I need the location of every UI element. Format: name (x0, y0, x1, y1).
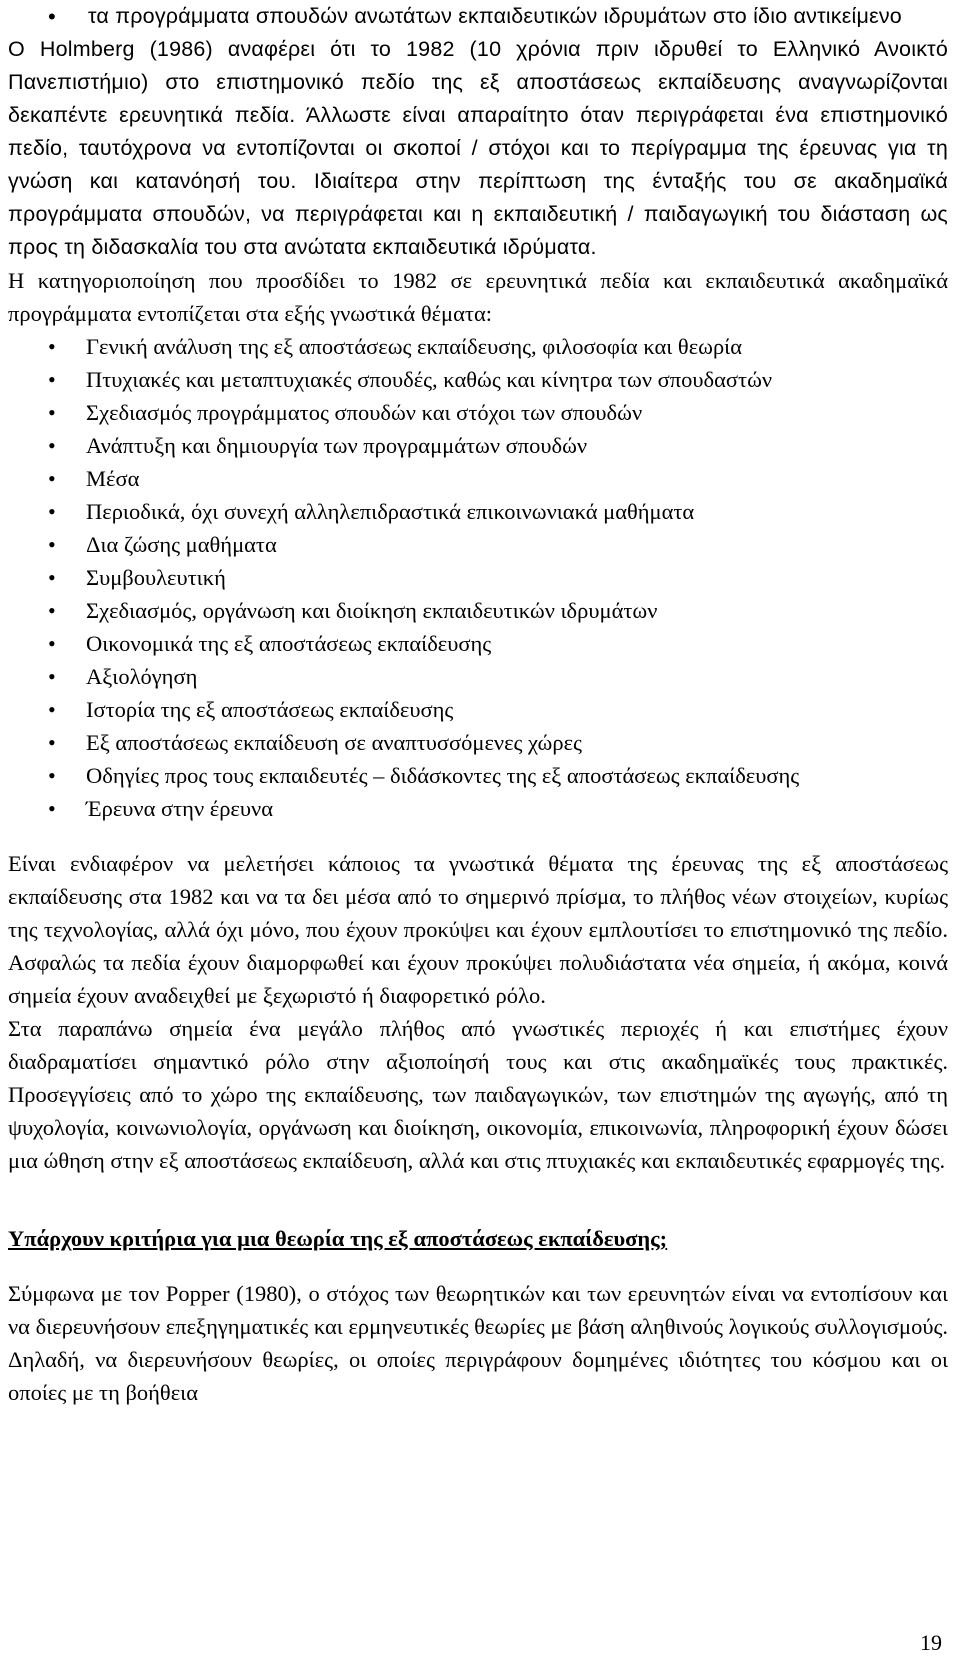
section-heading (8, 1222, 948, 1255)
list-item (8, 726, 948, 759)
list-item-text: Σχεδιασμός, οργάνωση και διοίκηση εκπαιδευτικών ιδρυμάτων (86, 598, 658, 623)
list-item (8, 561, 948, 594)
list-item-text: Συμβουλευτική (86, 565, 226, 590)
bullet-icon: • (48, 598, 56, 623)
bullet-icon: • (48, 631, 56, 656)
list-item (8, 594, 948, 627)
list-item-text: Οδηγίες προς τους εκπαιδευτές – διδάσκοντες της εξ αποστάσεως εκπαίδευσης (86, 763, 800, 788)
list-item-text: Πτυχιακές και μεταπτυχιακές σπουδές, καθώς και κίνητρα των σπουδαστών (86, 367, 773, 392)
document-page (8, 0, 948, 1409)
bullet-icon: • (48, 664, 56, 689)
intro-list (8, 0, 948, 33)
list-item (8, 462, 948, 495)
bullet-icon: • (48, 532, 56, 557)
list-item (8, 528, 948, 561)
paragraph-popper: Σύμφωνα με τον Popper (1980), ο στόχος των θεωρητικών και των ερευνητών είναι να εντοπίσουν και να διερευνήσουν επεξηγηματικές και ερμηνευτικές θεωρίες με βάση αληθινούς λογικούς συλλογισμούς. Δηλαδή, να διερευνήσουν θεωρίες, οι οποίες περιγράφουν δομημένες ιδιότητες του κόσμου και οι οποίες με τη βοήθεια (8, 1281, 948, 1405)
list-item (8, 693, 948, 726)
intro-list-item (8, 0, 948, 33)
paragraph-sciences: Στα παραπάνω σημεία ένα μεγάλο πλήθος από γνωστικές περιοχές ή και επιστήμες έχουν διαδραματίσει σημαντικό ρόλο στην αξιοποίησή τους και στις ακαδημαϊκές τους πρακτικές. Προσεγγίσεις από το χώρο της εκπαίδευσης, των παιδαγωγικών, των επιστημών της αγωγής, από τη ψυχολογία, κοινωνιολογία, οργάνωση και διοίκηση, οικονομία, επικοινωνία, πληροφορική έχουν δώσει μια ώθηση στην εξ αποστάσεως εκπαίδευση, αλλά και στις πτυχιακές και εκπαιδευτικές εφαρμογές της. (8, 1016, 948, 1173)
bullet-icon: • (48, 796, 56, 821)
list-item (8, 495, 948, 528)
paragraph-interest: Είναι ενδιαφέρον να μελετήσει κάποιος τα γνωστικά θέματα της έρευνας της εξ αποστάσεως εκπαίδευσης στα 1982 και να τα δει μέσα από το σημερινό πρίσμα, το πλήθος νέων στοιχείων, κυρίως της τεχνολογίας, αλλά όχι μόνο, που έχουν προκύψει και έχουν εμπλουτίσει το επιστημονικό της πεδίο. Ασφαλώς τα πεδία έχουν διαμορφωθεί και έχουν προκύψει πολυδιάστατα νέα σημεία, ή ακόμα, κοινά σημεία έχουν αναδειχθεί με ξεχωριστό ή διαφορετικό ρόλο. (8, 851, 948, 1008)
bullet-icon: • (48, 367, 56, 392)
list-item (8, 792, 948, 825)
list-item (8, 363, 948, 396)
list-item-text: Μέσα (86, 466, 140, 491)
list-item (8, 759, 948, 792)
section-heading-text: Υπάρχουν κριτήρια για μια θεωρία της εξ αποστάσεως εκπαίδευσης; (8, 1226, 668, 1251)
page-number: 19 (920, 1630, 942, 1655)
paragraph-categorization: Η κατηγοριοποίηση που προσδίδει το 1982 σε ερευνητικά πεδία και εκπαιδευτικά ακαδημαϊκά προγράμματα εντοπίζεται στα εξής γνωστικά θέματα: (8, 268, 948, 326)
list-item-text: Σχεδιασμός προγράμματος σπουδών και στόχοι των σπουδών (86, 400, 643, 425)
list-item (8, 429, 948, 462)
list-item-text: Περιοδικά, όχι συνεχή αλληλεπιδραστικά επικοινωνιακά μαθήματα (86, 499, 695, 524)
bullet-icon: • (48, 697, 56, 722)
list-item (8, 396, 948, 429)
bullet-icon: • (48, 400, 56, 425)
list-item-text: Ιστορία της εξ αποστάσεως εκπαίδευσης (86, 697, 454, 722)
list-item-text: Γενική ανάλυση της εξ αποστάσεως εκπαίδευσης, φιλοσοφία και θεωρία (86, 334, 743, 359)
bullet-icon: • (48, 334, 56, 359)
bullet-icon: • (48, 730, 56, 755)
bullet-icon: • (48, 763, 56, 788)
list-item-text: Δια ζώσης μαθήματα (86, 532, 277, 557)
bullet-icon: • (48, 466, 56, 491)
topics-list (8, 330, 948, 825)
paragraph-holmberg: Ο Holmberg (1986) αναφέρει ότι το 1982 (10 χρόνια πριν ιδρυθεί το Ελληνικό Ανοικτό Πανεπιστήμιο) στο επιστημονικό πεδίο της εξ αποστάσεως εκπαίδευσης αναγνωρίζονται δεκαπέντε ερευνητικά πεδία. Άλλωστε είναι απαραίτητο όταν περιγράφεται ένα επιστημονικό πεδίο, ταυτόχρονα να εντοπίζονται οι σκοποί / στόχοι και το περίγραμμα της έρευνας για τη γνώση και κατανόησή του. Ιδιαίτερα στην περίπτωση της ένταξής του σε ακαδημαϊκά προγράμματα σπουδών, να περιγράφεται και η εκπαιδευτική / παιδαγωγική του διάσταση ως προς τη διδασκαλία του στα ανώτατα εκπαιδευτικά ιδρύματα. (8, 37, 948, 259)
bullet-icon: • (48, 4, 56, 29)
list-item (8, 627, 948, 660)
list-item-text: Εξ αποστάσεως εκπαίδευση σε αναπτυσσόμενες χώρες (86, 730, 582, 755)
intro-list-item-text: τα προγράμματα σπουδών ανωτάτων εκπαιδευτικών ιδρυμάτων στο ίδιο αντικείμενο (88, 4, 902, 28)
list-item-text: Έρευνα στην έρευνα (86, 796, 273, 821)
bullet-icon: • (48, 499, 56, 524)
list-item-text: Ανάπτυξη και δημιουργία των προγραμμάτων σπουδών (86, 433, 588, 458)
list-item-text: Οικονομικά της εξ αποστάσεως εκπαίδευσης (86, 631, 492, 656)
list-item (8, 660, 948, 693)
list-item (8, 330, 948, 363)
bullet-icon: • (48, 433, 56, 458)
bullet-icon: • (48, 565, 56, 590)
list-item-text: Αξιολόγηση (86, 664, 198, 689)
